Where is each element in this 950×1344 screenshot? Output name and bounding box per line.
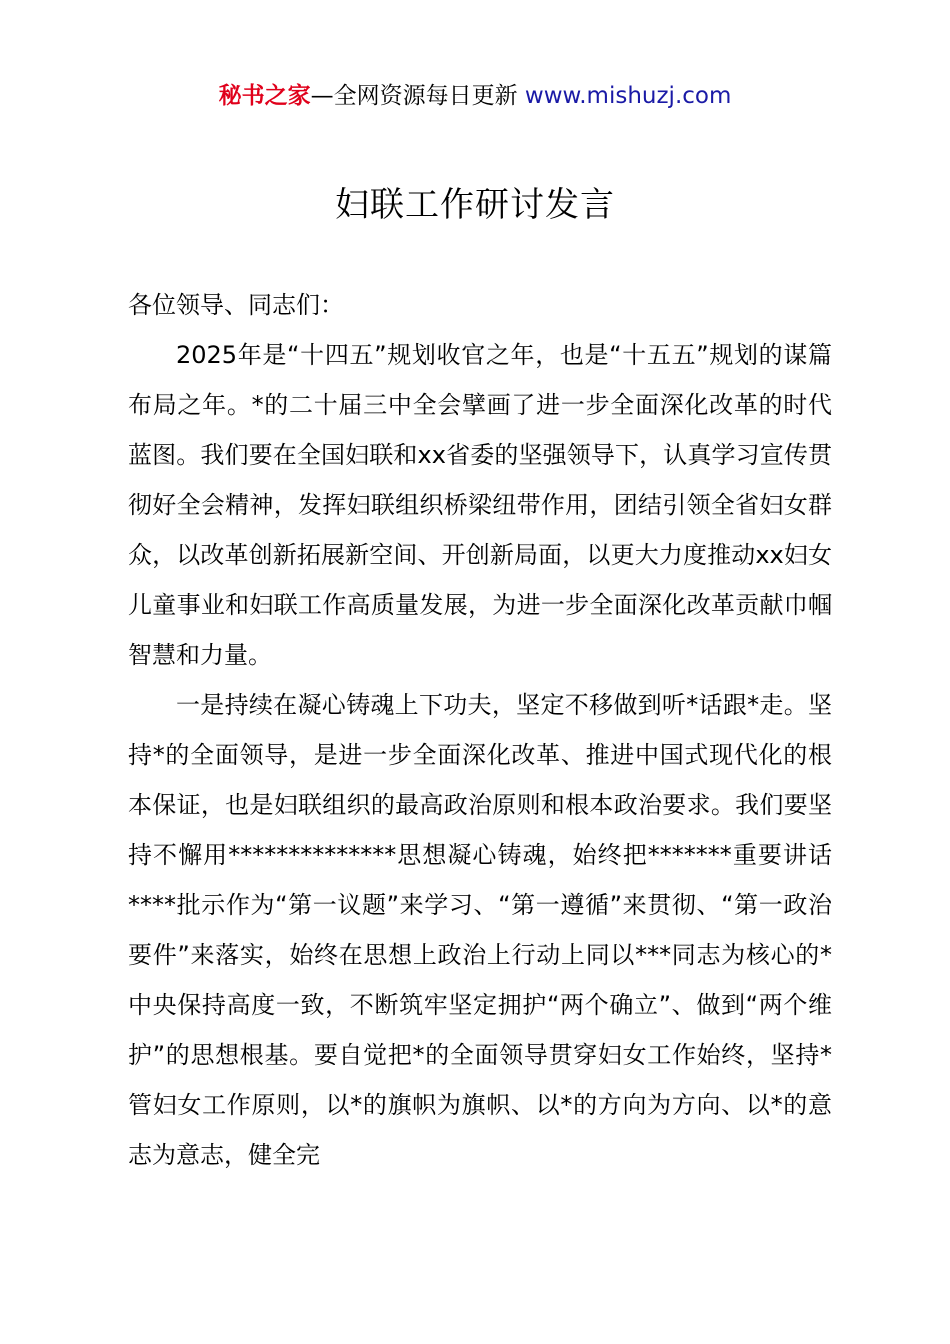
paragraph-point-one: 一是持续在凝心铸魂上下功夫，坚定不移做到听*话跟*走。坚持*的全面领导，是进一步全面深化改革、推进中国式现代化的根本保证，也是妇联组织的最高政治原则和根本政治要求。我们要坚持不懈用**************思想凝心铸魂，始终把*******重要讲话****批示作为“第一议题”来学习、“第一遵循”来贯彻、“第一政治要件”来落实，始终在思想上政治上行动上同以***同志为核心的*中央保持高度一致，不断筑牢坚定拥护“两个确立”、做到“两个维护”的思想根基。要自觉把*的全面领导贯穿妇女工作始终，坚持*管妇女工作原则，以*的旗帜为旗帜、以*的方向为方向、以*的意志为意志，健全完 [128,691,832,1169]
site-header [0,80,950,112]
paragraph-intro: 2025年是“十四五”规划收官之年，也是“十五五”规划的谋篇布局之年。*的二十届三中全会擘画了进一步全面深化改革的时代蓝图。我们要在全国妇联和xx省委的坚强领导下，认真学习宣传贯彻好全会精神，发挥妇联组织桥梁纽带作用，团结引领全省妇女群众，以改革创新拓展新空间、开创新局面，以更大力度推动xx妇女儿童事业和妇联工作高质量发展，为进一步全面深化改革贡献巾帼智慧和力量。 [128,341,832,669]
salutation: 各位领导、同志们： [128,291,344,319]
site-tagline: —全网资源每日更新 [310,83,525,109]
document-title: 妇联工作研讨发言 [335,185,615,225]
site-url-link[interactable]: www.mishuzj.com [524,83,732,109]
site-brand: 秘书之家 [218,83,311,109]
document-body [128,280,832,1180]
